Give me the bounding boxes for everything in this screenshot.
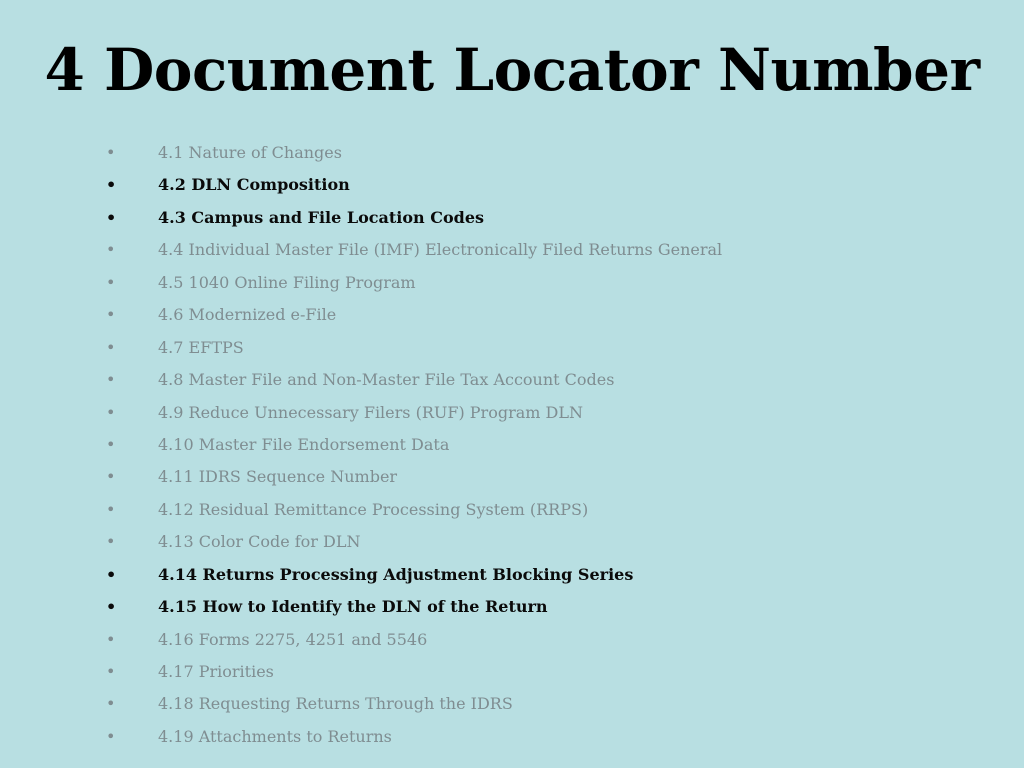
bullet-icon: •	[106, 207, 117, 227]
bullet-icon: •	[106, 467, 116, 487]
bullet-icon: •	[106, 402, 116, 422]
list-item-label: 4.13 Color Code for DLN	[158, 532, 361, 552]
list-item	[106, 267, 986, 299]
bullet-icon: •	[106, 337, 116, 357]
list-item-label: 4.14 Returns Processing Adjustment Blocking Series	[158, 564, 634, 584]
list-item	[106, 202, 986, 234]
list-item	[106, 526, 986, 558]
list-item	[106, 169, 986, 201]
bullet-icon: •	[106, 694, 116, 714]
list-item	[106, 591, 986, 623]
bullet-icon: •	[106, 597, 117, 617]
list-item	[106, 234, 986, 266]
list-item	[106, 688, 986, 720]
bullet-icon: •	[106, 726, 116, 746]
bullet-icon: •	[106, 272, 116, 292]
list-item	[106, 656, 986, 688]
list-item	[106, 137, 986, 169]
list-item-label: 4.5 1040 Online Filing Program	[158, 272, 416, 292]
bullet-icon: •	[106, 175, 117, 195]
list-item-label: 4.9 Reduce Unnecessary Filers (RUF) Program DLN	[158, 402, 583, 422]
list-item-label: 4.6 Modernized e-File	[158, 305, 337, 325]
list-item-label: 4.3 Campus and File Location Codes	[158, 207, 485, 227]
topic-list	[106, 137, 986, 753]
list-item	[106, 624, 986, 656]
bullet-icon: •	[106, 532, 116, 552]
list-item-label: 4.19 Attachments to Returns	[158, 726, 392, 746]
list-item-label: 4.16 Forms 2275, 4251 and 5546	[158, 629, 428, 649]
list-item-label: 4.8 Master File and Non-Master File Tax Account Codes	[158, 370, 615, 390]
bullet-icon: •	[106, 564, 117, 584]
list-item-label: 4.15 How to Identify the DLN of the Return	[158, 597, 548, 617]
list-item-label: 4.12 Residual Remittance Processing System (RRPS)	[158, 499, 589, 519]
bullet-icon: •	[106, 629, 116, 649]
list-item	[106, 559, 986, 591]
list-item-label: 4.17 Priorities	[158, 662, 274, 681]
list-item-label: 4.18 Requesting Returns Through the IDRS	[158, 694, 513, 714]
list-item	[106, 364, 986, 396]
bullet-icon: •	[106, 370, 116, 390]
list-item-label: 4.7 EFTPS	[158, 337, 244, 357]
list-item-label: 4.1 Nature of Changes	[158, 143, 342, 162]
list-item-label: 4.10 Master File Endorsement Data	[158, 434, 450, 454]
list-item-label: 4.2 DLN Composition	[158, 175, 350, 195]
list-item	[106, 299, 986, 331]
list-item	[106, 332, 986, 364]
slide-title: 4 Document Locator Number	[44, 36, 980, 104]
list-item	[106, 461, 986, 493]
list-item	[106, 429, 986, 461]
bullet-icon: •	[106, 240, 116, 260]
list-item	[106, 721, 986, 753]
bullet-icon: •	[106, 143, 116, 162]
bullet-icon: •	[106, 662, 116, 681]
list-item	[106, 397, 986, 429]
list-item-label: 4.11 IDRS Sequence Number	[158, 467, 398, 487]
list-item	[106, 494, 986, 526]
bullet-icon: •	[106, 305, 116, 325]
bullet-icon: •	[106, 434, 116, 454]
bullet-icon: •	[106, 499, 116, 519]
list-item-label: 4.4 Individual Master File (IMF) Electronically Filed Returns General	[158, 240, 723, 260]
